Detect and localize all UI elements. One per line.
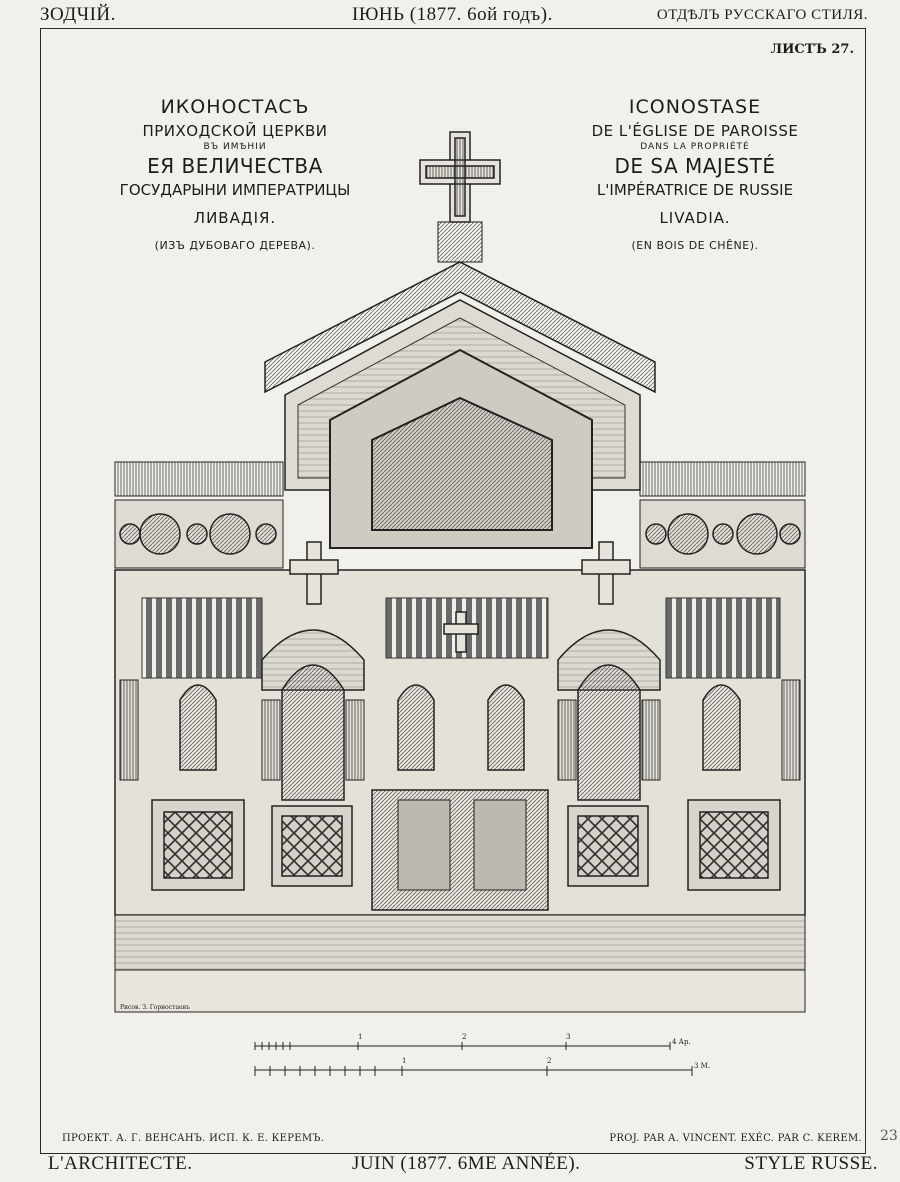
sheet-number: ЛИСТЪ 27.: [770, 42, 854, 57]
right-cornice: [640, 462, 805, 496]
title-fr-line2: DE L'ÉGLISE DE PAROISSE: [591, 122, 799, 140]
journal-title: ЗОДЧІЙ.: [40, 4, 116, 25]
scale-label-meter-2: 2: [547, 1057, 552, 1065]
right-curtain: [666, 598, 780, 678]
scale-bar-meter: [255, 1066, 692, 1076]
title-fr-line4: DE SA MAJESTÉ: [614, 154, 776, 178]
margin-note: 23: [880, 1128, 898, 1144]
cross-pedestal: [438, 222, 482, 262]
scale-label-arshin-2: 2: [462, 1033, 467, 1041]
scale-bar-arshin: [255, 1042, 670, 1050]
title-ru-line5: ГОСУДАРЫНИ ИМПЕРАТРИЦЫ: [119, 181, 351, 199]
footer-section: STYLE RUSSE.: [744, 1153, 878, 1174]
left-curtain: [142, 598, 262, 678]
title-ru-line1: ИКОНОСТАСЪ: [160, 96, 310, 118]
title-ru-line3: ВЪ ИМѢНІИ: [203, 142, 267, 152]
title-ru-line7: (ИЗЪ ДУБОВАГО ДЕРЕВА).: [154, 239, 316, 252]
scale-label-meter-1: 1: [402, 1057, 407, 1065]
soleas: [115, 970, 805, 1012]
top-cross: [420, 132, 500, 222]
scale-label-arshin-4: 4 Ар.: [672, 1038, 691, 1046]
left-cornice: [115, 462, 283, 496]
issue-date: ІЮНЬ (1877. 6ой годъ).: [352, 4, 553, 25]
plinth: [115, 915, 805, 970]
title-ru-line4: ЕЯ ВЕЛИЧЕСТВА: [147, 154, 323, 178]
title-fr-line3: DANS LA PROPRIÉTÉ: [640, 142, 750, 152]
credit-french: PROJ. PAR A. VINCENT. EXÉC. PAR C. KEREM.: [609, 1133, 862, 1144]
scale-label-arshin-1: 1: [358, 1033, 363, 1041]
title-fr-line6: LIVADIA.: [659, 209, 731, 227]
title-ru-line2: ПРИХОДСКОЙ ЦЕРКВИ: [142, 122, 328, 140]
title-fr-line1: ICONOSTASE: [628, 96, 762, 118]
title-fr-line5: L'IMPÉRATRICE DE RUSSIE: [596, 181, 794, 199]
credit-russian: ПРОЕКТ. А. Г. ВЕНСАНЪ. ИСП. К. Е. КЕРЕМЪ.: [62, 1133, 325, 1144]
title-fr-line7: (EN BOIS DE CHÊNE).: [631, 239, 759, 252]
footer-journal: L'ARCHITECTE.: [48, 1153, 193, 1174]
draftsman-signature: Рисов. З. Горностаевъ: [120, 1004, 190, 1011]
title-ru-line6: ЛИВАДІЯ.: [193, 209, 277, 227]
footer-date: JUIN (1877. 6ME ANNÉE).: [352, 1153, 581, 1174]
scale-label-arshin-3: 3: [566, 1033, 571, 1041]
section-title: ОТДѢЛЪ РУССКАГО СТИЛЯ.: [656, 7, 868, 23]
scale-label-meter-3: 3 М.: [694, 1062, 711, 1070]
